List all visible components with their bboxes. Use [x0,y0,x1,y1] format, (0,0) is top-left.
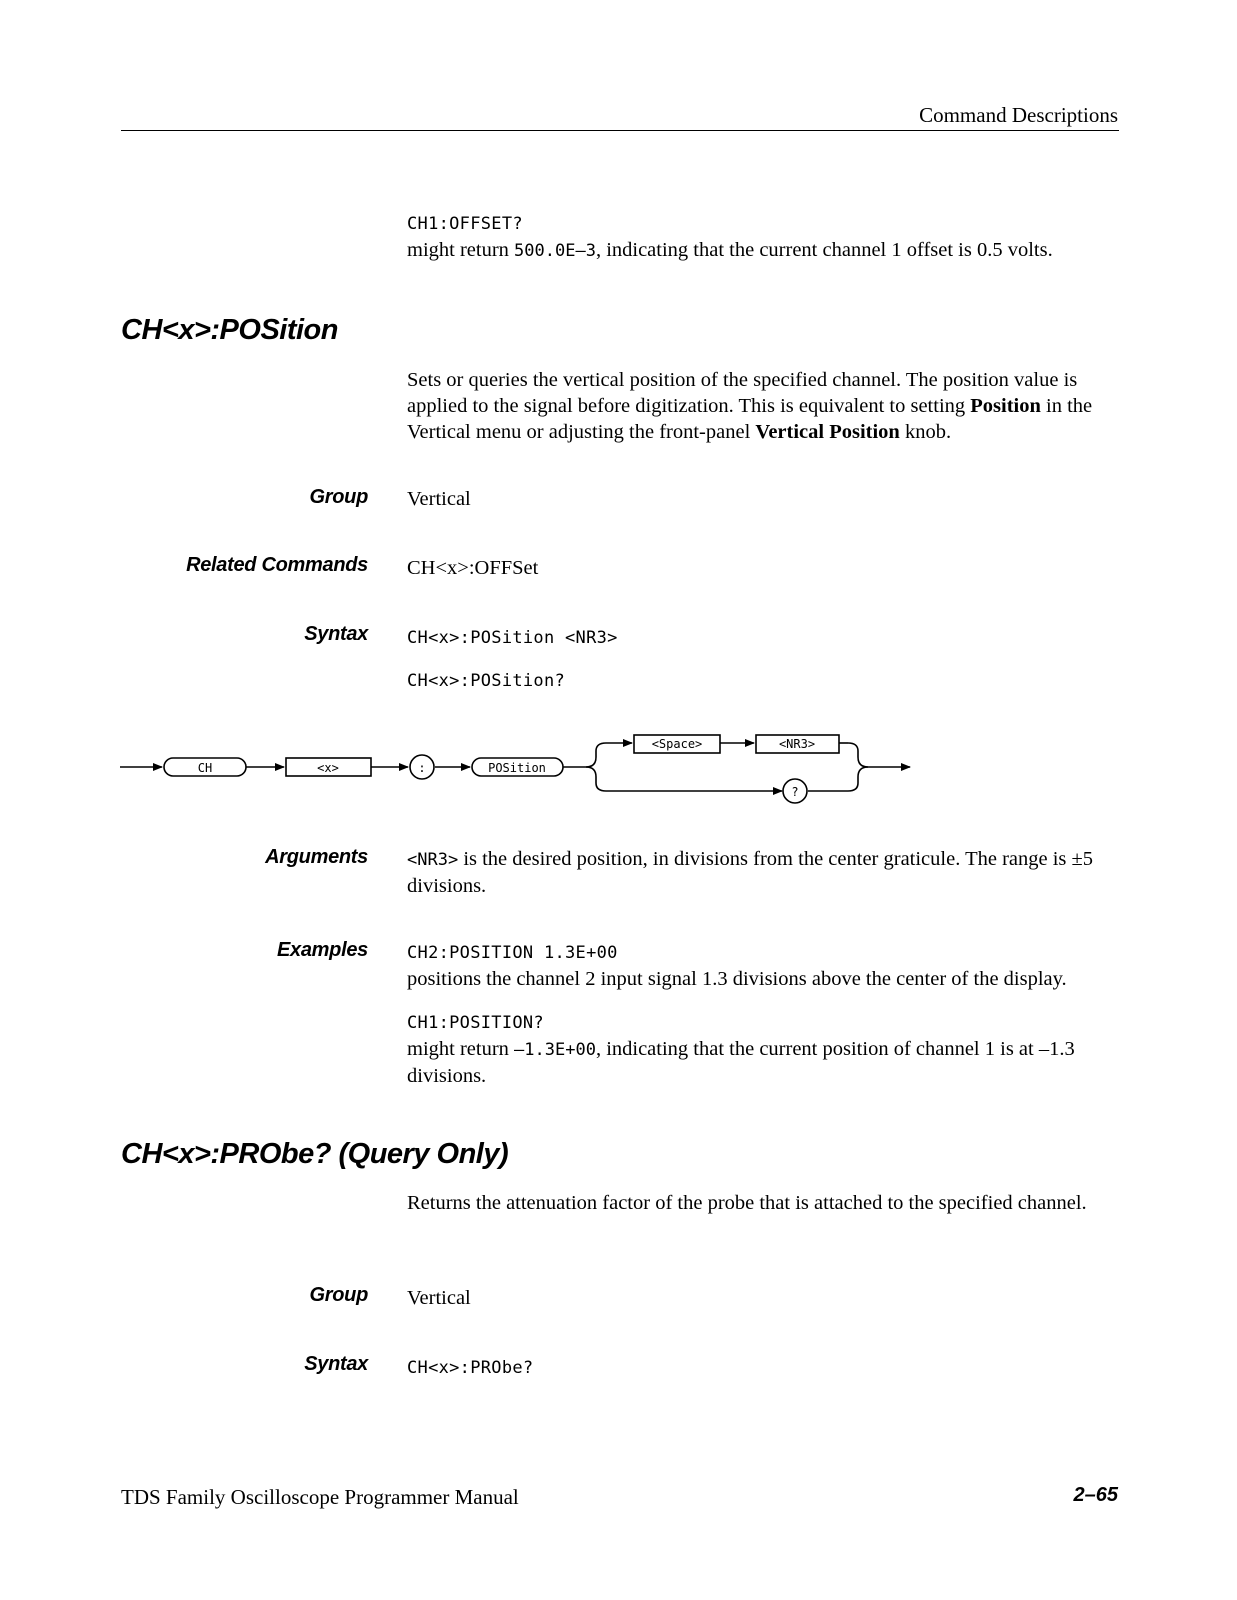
syntax-diagram [118,730,918,810]
diagram-label-position: POSition [488,761,546,775]
position-term: Position [970,395,1041,417]
probe-syntax-line: CH<x>:PRObe? [407,1358,534,1378]
position-description: Sets or queries the vertical position of the specified channel. The position value is applied to the signal before digitization. This is equivalent to setting Position in the Vertical menu or adjusting the front-panel Vertical Position knob. [407,369,1093,443]
syntax-line-query: CH<x>:POSition? [407,671,566,691]
diagram-label-colon: : [418,761,426,775]
header-rule [121,130,1119,131]
offset-return-value: 500.0E–3 [514,241,596,261]
example-1-command: CH2:POSITION 1.3E+00 [407,943,618,963]
probe-description: Returns the attenuation factor of the probe that is attached to the specified channel. [407,1192,1087,1214]
example-2-return-value: –1.3E+00 [514,1040,596,1060]
related-commands-label: Related Commands [186,554,368,576]
example-1-text: positions the channel 2 input signal 1.3 divisions above the center of the display. [407,968,1067,990]
footer-page-number: 2–65 [1073,1484,1118,1506]
section-heading-probe: CH<x>:PRObe? (Query Only) [121,1138,509,1170]
examples-label: Examples [277,939,368,961]
example-2-command: CH1:POSITION? [407,1013,544,1033]
example-2-text: might return –1.3E+00, indicating that the current position of channel 1 is at –1.3 divisions. [407,1038,1075,1087]
group-value: Vertical [407,488,471,510]
section-heading-position: CH<x>:POSition [121,314,338,346]
diagram-label-x: <x> [317,761,339,775]
arguments-text: <NR3> is the desired position, in divisions from the center graticule. The range is ±5 divisions. [407,848,1094,897]
probe-group-label: Group [309,1284,368,1306]
diagram-label-nr3: <NR3> [778,737,816,751]
example-2 [407,1010,1119,1089]
arguments-code: <NR3> [407,850,459,870]
offset-example-command: CH1:OFFSET? [407,214,523,234]
running-header: Command Descriptions [919,103,1118,127]
syntax-line-set: CH<x>:POSition <NR3> [407,628,618,648]
diagram-label-ch: CH [197,761,213,775]
diagram-label-query: ? [791,785,799,799]
example-1 [407,940,1119,992]
probe-syntax-label: Syntax [304,1353,368,1375]
offset-example [407,211,1119,264]
footer-manual-title: TDS Family Oscilloscope Programmer Manual [121,1485,519,1509]
vertical-position-term: Vertical Position [755,421,900,443]
probe-group-value: Vertical [407,1287,471,1309]
syntax-label: Syntax [304,623,368,645]
offset-example-text: might return 500.0E–3, indicating that the current channel 1 offset is 0.5 volts. [407,239,1053,261]
group-label: Group [309,486,368,508]
arguments-label: Arguments [265,846,368,868]
diagram-label-space: <Space> [651,737,703,751]
related-commands-value: CH<x>:OFFSet [407,557,539,579]
